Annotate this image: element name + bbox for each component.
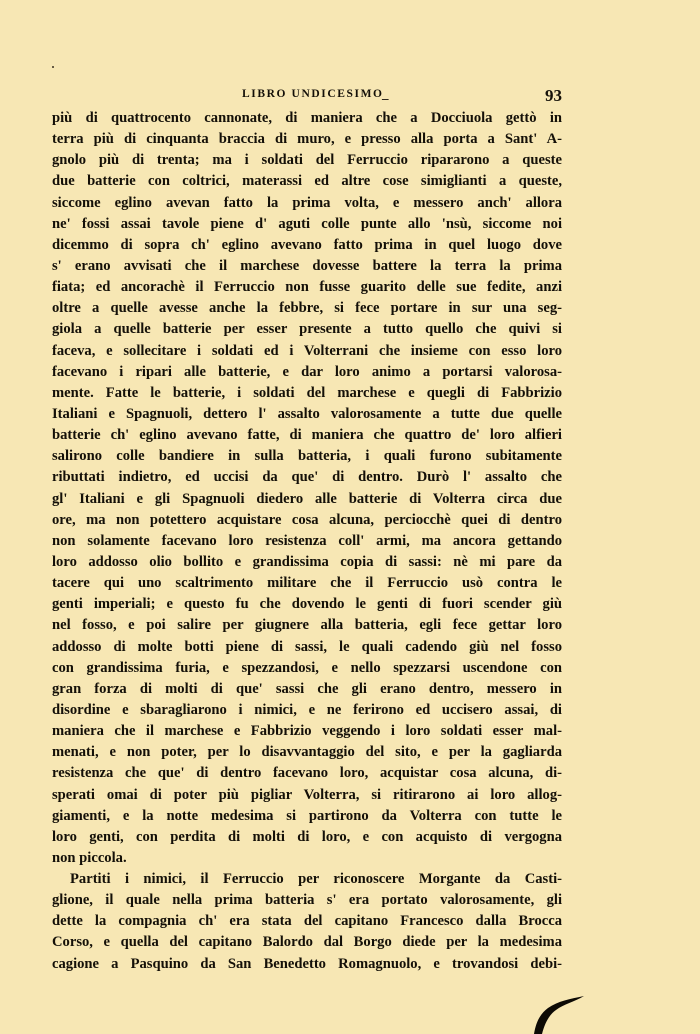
text-line: due batterie con coltrici, materassi ed altre cose simiglianti a queste, bbox=[52, 173, 562, 190]
text-line: mente. Fatte le batterie, i soldati del marchese e quegli di Fabbrizio bbox=[52, 384, 562, 401]
running-head bbox=[52, 86, 564, 108]
ink-speck bbox=[52, 66, 54, 68]
running-title: LIBRO UNDICESIMO bbox=[242, 88, 384, 100]
text-line: cagione a Pasquino da San Benedetto Romagnuolo, e trovandosi debi- bbox=[52, 955, 562, 972]
text-line: genti imperiali; e questo fu che dovendo le genti di fuori scender giù bbox=[52, 596, 562, 613]
ink-flourish bbox=[530, 994, 586, 1034]
text-line: giola a quelle batterie per esser presente a tutto quello che quivi si bbox=[52, 321, 562, 338]
text-line: batterie ch' eglino avevano fatte, di maniera che quattro de' loro alfieri bbox=[52, 427, 562, 444]
text-line: disordine e sbaragliarono i nimici, e ne ferirono ed uccisero assai, di bbox=[52, 701, 562, 718]
text-line: faceva, e sollecitare i soldati ed i Volterrani che insieme con esso loro bbox=[52, 342, 562, 359]
text-line: ore, ma non potettero acquistare cosa alcuna, perciocchè quei di dentro bbox=[52, 511, 562, 528]
text-line: gnolo più di trenta; ma i soldati del Ferruccio ripararono a queste bbox=[52, 152, 562, 169]
page-number: 93 bbox=[545, 86, 562, 105]
text-line: Corso, e quella del capitano Balordo dal Borgo diede per la medesima bbox=[52, 934, 562, 951]
text-line: menati, e non poter, per lo disavvantaggio del sito, e per la gagliarda bbox=[52, 744, 562, 761]
text-line: addosso di molte botti piene di sassi, le quali cadendo giù nel fosso bbox=[52, 638, 562, 655]
text-line: Italiani e Spagnuoli, dettero l' assalto valorosamente a tutte due quelle bbox=[52, 405, 562, 422]
text-line: loro addosso olio bollito e grandissima copia di sassi: nè mi pare da bbox=[52, 553, 562, 570]
text-line: tacere qui uno scaltrimento militare che il Ferruccio usò contra le bbox=[52, 575, 562, 592]
text-line: oltre a quelle avesse anche la febbre, si fece portare in sur una seg- bbox=[52, 300, 562, 317]
text-line: più di quattrocento cannonate, di maniera che a Docciuola gettò in bbox=[52, 110, 562, 126]
text-line: gran forza di molti di que' sassi che gli erano dentro, messero in bbox=[52, 680, 562, 697]
text-line: loro genti, con perdita di molti di loro, e con acquisto di vergogna bbox=[52, 828, 562, 845]
text-line: terra più di cinquanta braccia di muro, e presso alla porta a Sant' A- bbox=[52, 131, 562, 148]
paragraph-end-line: non piccola. bbox=[52, 849, 127, 866]
running-head-dash: _ bbox=[382, 86, 389, 101]
text-line: ributtati indietro, ed uccisi da que' di dentro. Durò l' assalto che bbox=[52, 469, 562, 486]
text-line: sperati omai di poter più pigliar Volterra, si ritirarono ai loro allog- bbox=[52, 786, 562, 803]
text-line: dette la compagnia ch' era stata del capitano Francesco dalla Brocca bbox=[52, 913, 562, 930]
text-line: con grandissima furia, e spezzandosi, e nello spezzarsi uscendone con bbox=[52, 659, 562, 676]
text-line: dicemmo di sopra ch' eglino avevano fatto prima in quel luogo dove bbox=[52, 236, 562, 253]
text-line: s' erano avvisati che il marchese dovesse battere la terra la prima bbox=[52, 257, 562, 274]
text-line: resistenza che que' di dentro facevano loro, acquistar cosa alcuna, di- bbox=[52, 765, 562, 782]
text-line: non solamente facevano loro resistenza coll' armi, ma ancora gettando bbox=[52, 532, 562, 549]
text-line: fiata; ed ancorachè il Ferruccio non fusse guarito delle sue fedite, anzi bbox=[52, 279, 562, 296]
text-line: facevano i ripari alle batterie, e dar loro animo a portarsi valorosa- bbox=[52, 363, 562, 380]
text-line: salirono colle bandiere in sulla batteria, i quali furono subitamente bbox=[52, 448, 562, 465]
text-line: siccome eglino avevan fatto la prima volta, e messero anch' allora bbox=[52, 194, 562, 211]
paragraph-start-line: Partiti i nimici, il Ferruccio per riconoscere Morgante da Casti- bbox=[70, 871, 562, 888]
text-line: maniera che il marchese e Fabbrizio veggendo i loro soldati esser mal- bbox=[52, 723, 562, 740]
body-text bbox=[52, 108, 562, 975]
text-line: nel fosso, e poi salire per giugnere alla batteria, egli fece gettar loro bbox=[52, 617, 562, 634]
text-line: glione, il quale nella prima batteria s' era portato valorosamente, gli bbox=[52, 892, 562, 909]
text-line: giamenti, e la notte medesima si partirono da Volterra con tutte le bbox=[52, 807, 562, 824]
text-line: gl' Italiani e gli Spagnuoli diedero alle batterie di Volterra circa due bbox=[52, 490, 562, 507]
text-line: ne' fossi assai tavole piene d' aguti colle punte allo 'nsù, siccome noi bbox=[52, 215, 562, 232]
